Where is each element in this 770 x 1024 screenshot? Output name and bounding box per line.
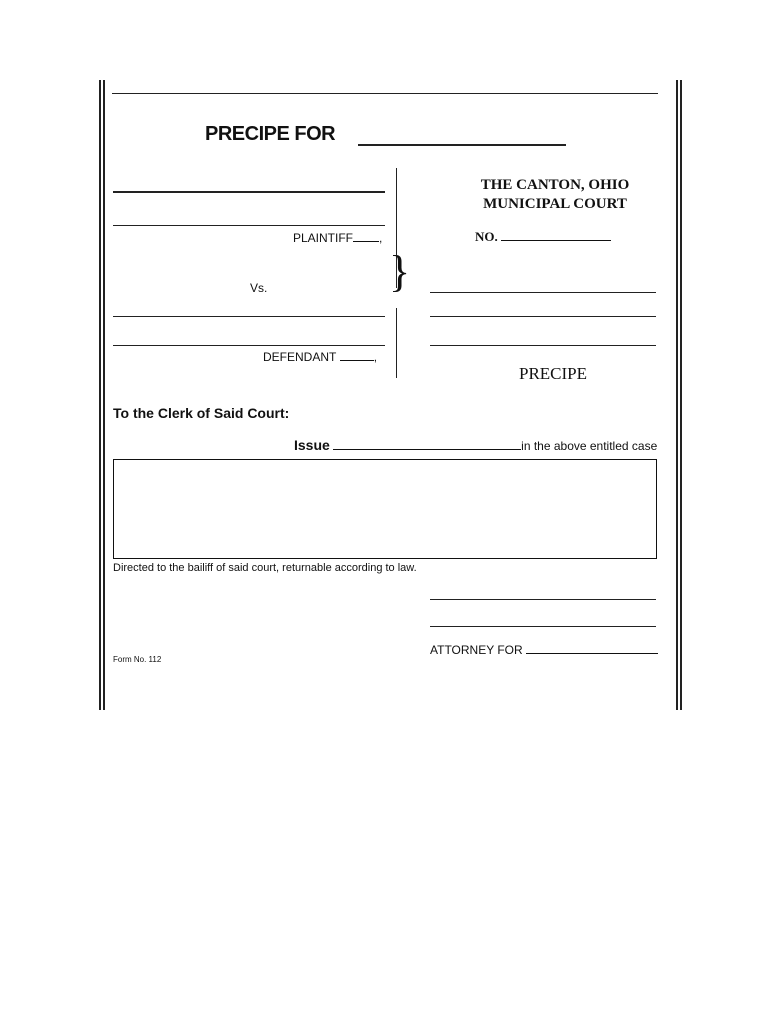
court-name-line1: THE CANTON, OHIO (480, 177, 630, 193)
top-rule (112, 93, 658, 94)
vs-label: Vs. (250, 281, 268, 295)
issue-blank[interactable] (333, 437, 521, 450)
case-number-label: NO. (475, 229, 498, 244)
right-line-3[interactable] (430, 345, 656, 346)
signature-line-1[interactable] (430, 599, 656, 600)
title-blank-line[interactable] (358, 144, 566, 146)
attorney-row (430, 641, 658, 657)
defendant-line-2[interactable] (113, 345, 385, 346)
attorney-label: ATTORNEY FOR (430, 643, 523, 657)
plaintiff-line-2[interactable] (113, 225, 385, 226)
precipe-label: PRECIPE (519, 364, 588, 383)
issue-row (294, 437, 657, 453)
left-border-bar-inner (103, 80, 105, 710)
plaintiff-suffix: , (379, 231, 383, 245)
plaintiff-row (293, 229, 382, 245)
defendant-suffix: , (373, 350, 378, 364)
defendant-row (263, 348, 377, 364)
defendant-label: DEFENDANT (263, 350, 337, 364)
issue-label: Issue (294, 437, 330, 453)
form-title-text: PRECIPE FOR (205, 123, 336, 145)
form-title (205, 123, 335, 146)
signature-line-2[interactable] (430, 626, 656, 627)
precipe-text-box[interactable] (113, 459, 657, 559)
case-number-row (475, 228, 611, 245)
attorney-blank[interactable] (526, 641, 658, 654)
court-name (440, 176, 670, 214)
left-border-bar-outer (99, 80, 101, 710)
defendant-line-1[interactable] (113, 316, 385, 317)
plaintiff-blank[interactable] (353, 229, 379, 242)
plaintiff-line-1[interactable] (113, 191, 385, 193)
form-number: Form No. 112 (113, 655, 162, 664)
caption-divider-bottom (396, 308, 397, 378)
plaintiff-label: PLAINTIFF (293, 231, 354, 245)
right-border-bar-inner (676, 80, 678, 710)
right-border-bar-outer (680, 80, 682, 710)
defendant-blank[interactable] (340, 348, 374, 361)
right-line-2[interactable] (430, 316, 656, 317)
right-line-1[interactable] (430, 292, 656, 293)
directed-text: Directed to the bailiff of said court, returnable according to law. (113, 562, 417, 574)
caption-brace: } (389, 247, 411, 296)
court-name-line2: MUNICIPAL COURT (483, 196, 627, 212)
to-clerk-heading: To the Clerk of Said Court: (113, 405, 290, 421)
case-number-blank[interactable] (501, 228, 611, 241)
issue-suffix: in the above entitled case (521, 439, 658, 453)
